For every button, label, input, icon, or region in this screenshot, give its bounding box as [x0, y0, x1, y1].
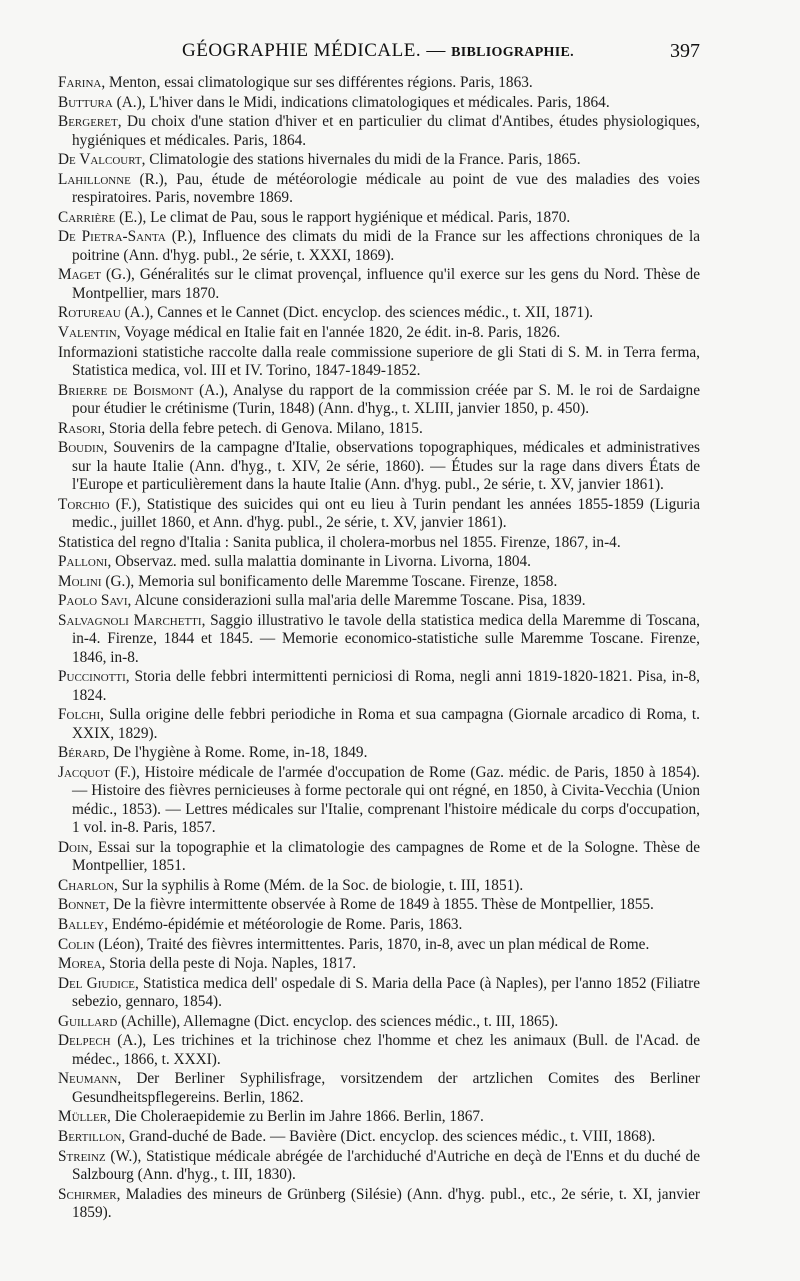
bibliography-entry: [58, 1148, 700, 1185]
bibliography-entry: [58, 420, 700, 438]
bibliography-entry: [58, 744, 700, 762]
bibliography-entry: [58, 573, 700, 591]
entry-author: Bérard: [58, 744, 106, 762]
entry-text: , Maladies des mineurs de Grünberg (Silésie) (Ann. d'hyg. publ., etc., 2e série, t. XI, janvier 1859).: [72, 1185, 700, 1221]
entry-text: , Der Berliner Syphilisfrage, vorsitzendem der artzlichen Comites des Berliner Gesundheitspflegereins. Berlin, 1862.: [72, 1070, 700, 1106]
entry-author: Carrière: [58, 208, 116, 226]
bibliography-entry: [58, 936, 700, 954]
entry-text: (G.), Memoria sul bonificamento delle Maremme Toscane. Firenze, 1858.: [101, 572, 558, 590]
bibliography-entry: [58, 612, 700, 667]
entry-text: Informazioni statistiche raccolte dalla reale commissione superiore de gli Stati di S. M. in Terra ferma, Statistica medica, vol. III et IV. Torino, 1847-1849-1852.: [58, 343, 700, 379]
entry-author: Müller: [58, 1108, 108, 1126]
bibliography-entry: [58, 209, 700, 227]
entry-text: , De la fièvre intermittente observée à Rome de 1849 à 1855. Thèse de Montpellier, 1855.: [105, 896, 654, 914]
entry-text: , Storia delle febbri intermittenti perniciosi di Roma, negli anni 1819-1820-1821. Pisa, in-8, 1824.: [72, 668, 700, 704]
entry-author: Molini: [58, 572, 102, 590]
entry-text: , Essai sur la topographie et la climatologie des campagnes de Rome et de la Sologne. Thèse de Montpellier, 1851.: [72, 838, 700, 875]
entry-text: (A.), Les trichines et la trichinose chez l'homme et chez les animaux (Bull. de l'Acad. de médec., 1866, t. XXXI).: [72, 1032, 700, 1068]
entry-author: Schirmer: [58, 1185, 117, 1203]
entry-text: , Storia della febre petech. di Genova. Milano, 1815.: [101, 419, 423, 437]
bibliography-entry: [58, 553, 700, 571]
entry-author: Lahillonne: [58, 170, 131, 188]
bibliography-entry: [58, 916, 700, 934]
entry-text: (A.), L'hiver dans le Midi, indications climatologiques et médicales. Paris, 1864.: [112, 93, 610, 111]
bibliography-entry: [58, 877, 700, 895]
entry-text: , Menton, essai climatologique sur ses différentes régions. Paris, 1863.: [101, 74, 533, 91]
entry-text: (Achille), Allemagne (Dict. encyclop. des sciences médic., t. III, 1865).: [117, 1012, 559, 1030]
entry-text: , Observaz. med. sulla malattia dominante in Livorna. Livorna, 1804.: [107, 553, 531, 571]
bibliography-entry: [58, 1108, 700, 1126]
entry-author: Bertillon: [58, 1127, 122, 1145]
entry-text: , Du choix d'une station d'hiver et en particulier du climat d'Antibes, études physiologiques, hygiéniques et médicales. Paris, 1864.: [72, 113, 700, 149]
entry-author: Boudin: [58, 439, 104, 457]
entry-text: (R.), Pau, étude de météorologie médicale au point de vue des maladies des voies respiratoires. Paris, novembre 1869.: [72, 170, 700, 207]
entry-text: (G.), Généralités sur le climat provençal, influence qu'il exerce sur les gens du Nord. Thèse de Montpellier, mars 1870.: [72, 266, 700, 302]
entry-text: , Saggio illustrativo le tavole della statistica medica della Maremme di Toscana, in-4. Firenze, 1844 et 1845. — Memorie economico-statistiche sulle Maremme Toscane. Firenze, 1846, in-8.: [72, 611, 700, 666]
entry-author: Palloni: [58, 553, 108, 571]
bibliography-entry: [58, 839, 700, 876]
entry-author: Brierre de Boismont: [58, 381, 194, 399]
entry-text: (F.), Histoire médicale de l'armée d'occupation de Rome (Gaz. médic. de Paris, 1850 à 1854). — Histoire des fièvres pernicieuses à forme pectorale qui ont régné, en 1850, à Civita-Vecchia (Union médic., 1853). — Lettres médicales sur l'Italie, comprenant l'histoire médicale du corps d'occupation, 1 vol. in-8. Paris, 1857.: [72, 763, 700, 837]
bibliography-entry: [58, 534, 700, 552]
bibliography-entry: [58, 764, 700, 838]
bibliography-entry: [58, 1186, 700, 1223]
entry-author: Rotureau: [58, 304, 121, 322]
bibliography-entry: [58, 1032, 700, 1069]
entry-text: (Léon), Traité des fièvres intermittentes. Paris, 1870, in-8, avec un plan médical de Rome.: [94, 935, 650, 953]
bibliography-entry: [58, 94, 700, 112]
entry-author: Torchio: [58, 495, 110, 513]
entry-text: (W.), Statistique médicale abrégée de l'archiduché d'Autriche en deçà de l'Enns et du duché de Salzbourg (Ann. d'hyg., t. III, 1830).: [72, 1147, 700, 1183]
entry-text: , Grand-duché de Bade. — Bavière (Dict. encyclop. des sciences médic., t. VIII, 1868).: [121, 1127, 656, 1145]
entry-author: Valentin: [58, 323, 117, 341]
bibliography-entry: [58, 171, 700, 208]
bibliography-entry: [58, 955, 700, 973]
bibliography-entry: [58, 896, 700, 914]
entry-author: Morea: [58, 955, 102, 973]
entry-author: Puccinotti: [58, 668, 126, 686]
entry-text: , Voyage médical en Italie fait en l'année 1820, 2e édit. in-8. Paris, 1826.: [116, 323, 561, 341]
entry-author: Bonnet: [58, 896, 106, 914]
entry-text: , Die Choleraepidemie zu Berlin im Jahre 1866. Berlin, 1867.: [107, 1108, 484, 1126]
bibliography-entry: [58, 706, 700, 743]
entry-author: Streinz: [58, 1147, 106, 1165]
entry-author: Neumann: [58, 1070, 118, 1088]
entry-author: De Pietra-Santa: [58, 228, 166, 246]
bibliography-entry: [58, 382, 700, 419]
entry-author: Paolo Savi: [58, 592, 128, 610]
entry-author: Folchi: [58, 706, 101, 724]
entry-author: Buttura: [58, 93, 113, 111]
bibliography-list: [58, 74, 700, 1224]
entry-author: Charlon: [58, 876, 115, 894]
entry-author: De Valcourt: [58, 151, 142, 169]
entry-author: Guillard: [58, 1012, 118, 1030]
bibliography-entry: [58, 496, 700, 533]
entry-text: (A.), Cannes et le Cannet (Dict. encyclop. des sciences médic., t. XII, 1871).: [120, 304, 594, 322]
entry-author: Doin: [58, 838, 89, 856]
bibliography-entry: [58, 304, 700, 322]
entry-text: (P.), Influence des climats du midi de la France sur les affections chroniques de la poitrine (Ann. d'hyg. publ., 2e série, t. XXXI, 1869).: [72, 228, 700, 264]
entry-text: , Alcune considerazioni sulla mal'aria delle Maremme Toscane. Pisa, 1839.: [127, 592, 586, 610]
entry-author: Balley: [58, 915, 105, 933]
running-title-sub: BIBLIOGRAPHIE.: [451, 45, 574, 60]
entry-author: Delpech: [58, 1032, 111, 1050]
page-number: 397: [670, 40, 700, 62]
bibliography-entry: [58, 592, 700, 610]
bibliography-entry: [58, 1013, 700, 1031]
entry-text: , Storia della peste di Noja. Naples, 1817.: [101, 955, 357, 973]
running-title: [58, 40, 698, 62]
entry-text: , Souvenirs de la campagne d'Italie, observations topographiques, médicales et administratives sur la haute Italie (Ann. d'hyg., t. XIV, 2e série, 1860). — Études sur la rage dans divers États de l'Europe et particulièrement dans la haute Italie (Ann. d'hyg. publ., 2e série, t. XV, janvier 1861).: [72, 439, 700, 493]
entry-text: , Endémo-épidémie et météorologie de Rome. Paris, 1863.: [104, 915, 463, 933]
entry-text: , Sulla origine delle febbri periodiche in Roma et sua campagna (Giornale arcadico di Roma, t. XXIX, 1829).: [72, 706, 700, 742]
entry-author: Jacquot: [58, 763, 110, 781]
running-header: [58, 40, 698, 70]
entry-text: (E.), Le climat de Pau, sous le rapport hygiénique et médical. Paris, 1870.: [115, 208, 571, 226]
entry-author: Colin: [58, 935, 95, 953]
entry-author: Bergeret: [58, 113, 118, 131]
entry-text: , De l'hygiène à Rome. Rome, in-18, 1849.: [105, 744, 368, 762]
bibliography-entry: [58, 228, 700, 265]
bibliography-entry: [58, 344, 700, 381]
entry-author: Del Giudice: [58, 974, 135, 992]
entry-text: Statistica del regno d'Italia : Sanita publica, il cholera-morbus nel 1855. Firenze, 1867, in-4.: [58, 533, 621, 551]
entry-author: Maget: [58, 266, 101, 284]
bibliography-entry: [58, 324, 700, 342]
bibliography-entry: [58, 668, 700, 705]
bibliography-entry: [58, 975, 700, 1012]
entry-text: (A.), Analyse du rapport de la commission créée par S. M. le roi de Sardaigne pour étudier le crétinisme (Turin, 1848) (Ann. d'hyg., t. XLIII, janvier 1850, p. 450).: [72, 381, 700, 417]
entry-text: , Sur la syphilis à Rome (Mém. de la Soc. de biologie, t. III, 1851).: [114, 876, 524, 894]
bibliography-entry: [58, 1128, 700, 1146]
bibliography-entry: [58, 1070, 700, 1107]
bibliography-entry: [58, 266, 700, 303]
entry-text: (F.), Statistique des suicides qui ont eu lieu à Turin pendant les années 1855-1859 (Liguria medic., juillet 1860, et Ann. d'hyg. publ., 2e série, t. XV, janvier 1861).: [72, 495, 700, 531]
entry-author: Rasori: [58, 419, 102, 437]
entry-text: , Climatologie des stations hivernales du midi de la France. Paris, 1865.: [141, 151, 581, 169]
entry-author: Farina: [58, 74, 102, 91]
bibliography-entry: [58, 74, 700, 92]
running-title-main: GÉOGRAPHIE MÉDICALE. —: [182, 40, 446, 61]
entry-text: , Statistica medica dell' ospedale di S. Maria della Pace (à Naples), per l'anno 1852 (Filiatre sebezio, gennaro, 1854).: [72, 974, 700, 1011]
bibliography-entry: [58, 113, 700, 150]
bibliography-entry: [58, 439, 700, 494]
entry-author: Salvagnoli Marchetti: [58, 611, 202, 629]
bibliography-entry: [58, 151, 700, 169]
